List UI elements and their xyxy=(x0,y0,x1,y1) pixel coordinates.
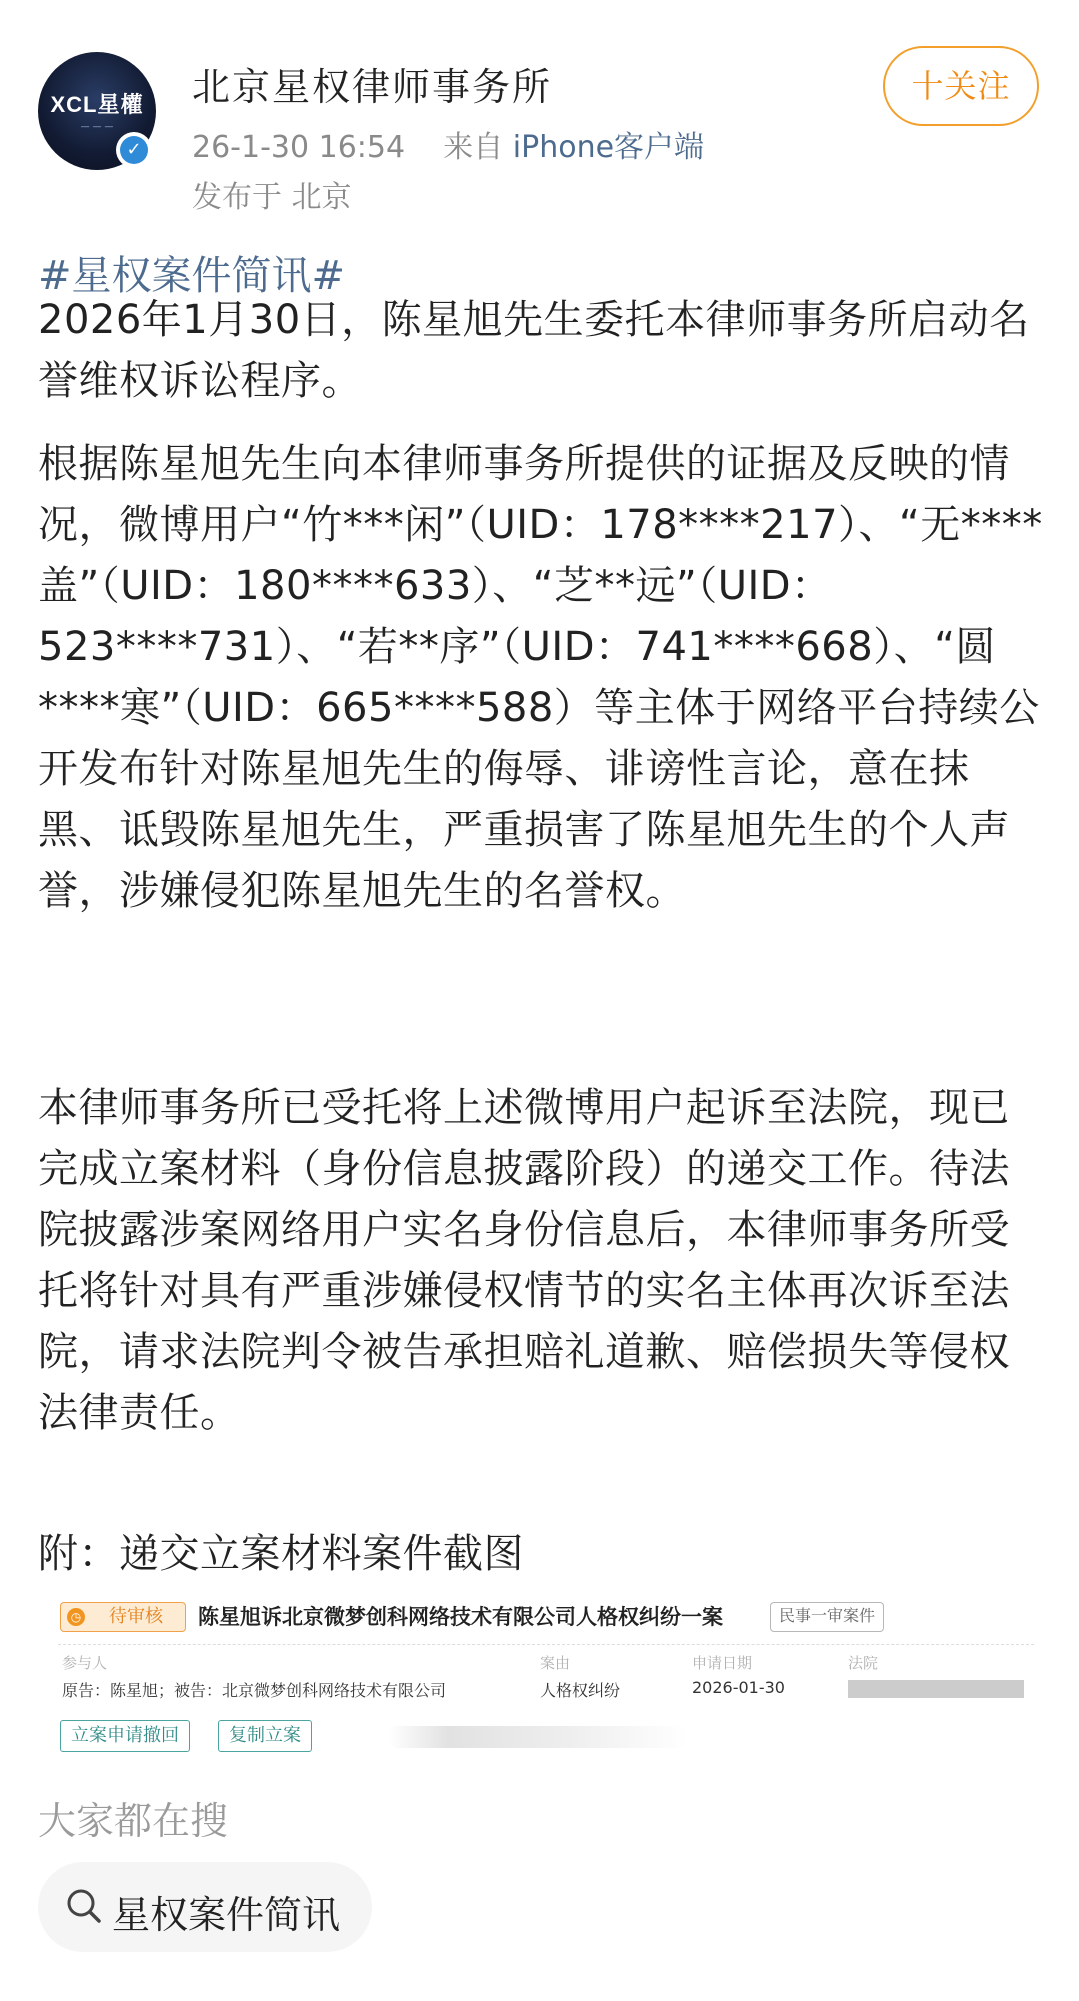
post-source[interactable]: iPhone客户端 xyxy=(512,130,705,165)
date-header: 申请日期 xyxy=(692,1654,753,1672)
trending-search-heading: 大家都在搜 xyxy=(38,1799,229,1843)
clock-icon: ◷ xyxy=(67,1608,85,1626)
case-title: 陈星旭诉北京微梦创科网络技术有限公司人格权纠纷一案 xyxy=(198,1605,723,1629)
source-prefix: 来自 xyxy=(443,130,504,165)
verified-icon: ✓ xyxy=(116,132,152,168)
cause-value: 人格权纠纷 xyxy=(540,1681,621,1700)
post-header xyxy=(0,0,1079,230)
copy-filing-button: 复制立案 xyxy=(218,1720,312,1752)
status-badge xyxy=(60,1602,186,1632)
case-type-tag: 民事一审案件 xyxy=(770,1602,884,1632)
follow-button[interactable]: 十关注 xyxy=(883,46,1039,126)
search-suggestion-chip[interactable] xyxy=(38,1862,372,1952)
withdraw-filing-button: 立案申请撤回 xyxy=(60,1720,190,1752)
avatar-logo: XCL星權 xyxy=(50,92,144,117)
post-paragraph-4: 附：递交立案材料案件截图 xyxy=(38,1531,524,1577)
search-icon xyxy=(64,1886,104,1926)
cause-header: 案由 xyxy=(540,1654,571,1672)
case-divider xyxy=(58,1644,1034,1645)
participants-header: 参与人 xyxy=(62,1654,108,1672)
court-header: 法院 xyxy=(848,1654,879,1672)
redacted-strip xyxy=(388,1726,688,1748)
post-location: 发布于 北京 xyxy=(192,180,352,215)
post-paragraph-2: 根据陈星旭先生向本律师事务所提供的证据及反映的情况，微博用户“竹***闲”（UID：178****217）、“无****盖”（UID：180****633）、“芝**远”（UID：523****731）、“若**序”（UID：741****668）、“圆****寒”（UID：665****588）等主体于网络平台持续公开发布针对陈星旭先生的侮辱、诽谤性言论，意在抹黑、诋毁陈星旭先生，严重损害了陈星旭先生的个人声誉，涉嫌侵犯陈星旭先生的名誉权。 xyxy=(38,441,1043,914)
post-timestamp: 26-1-30 16:54 xyxy=(192,130,406,165)
status-label: 待审核 xyxy=(109,1606,163,1627)
avatar-logo-sub: — — — xyxy=(80,122,114,132)
author-name[interactable]: 北京星权律师事务所 xyxy=(192,65,553,109)
date-value: 2026-01-30 xyxy=(692,1678,785,1697)
post-meta xyxy=(192,122,704,166)
participants-value: 原告：陈星旭；被告：北京微梦创科网络技术有限公司 xyxy=(62,1681,447,1700)
court-value-redacted xyxy=(848,1680,1024,1698)
case-screenshot xyxy=(58,1598,1044,1768)
search-suggestion-label: 星权案件简讯 xyxy=(112,1893,341,1937)
post-paragraph-1: 2026年1月30日，陈星旭先生委托本律师事务所启动名誉维权诉讼程序。 xyxy=(38,297,1030,404)
post-paragraph-3: 本律师事务所已受托将上述微博用户起诉至法院，现已完成立案材料（身份信息披露阶段）的递交工作。待法院披露涉案网络用户实名身份信息后，本律师事务所受托将针对具有严重涉嫌侵权情节的实名主体再次诉至法院，请求法院判令被告承担赔礼道歉、赔偿损失等侵权法律责任。 xyxy=(38,1085,1010,1436)
hashtag-link[interactable]: #星权案件简讯# xyxy=(38,253,346,299)
